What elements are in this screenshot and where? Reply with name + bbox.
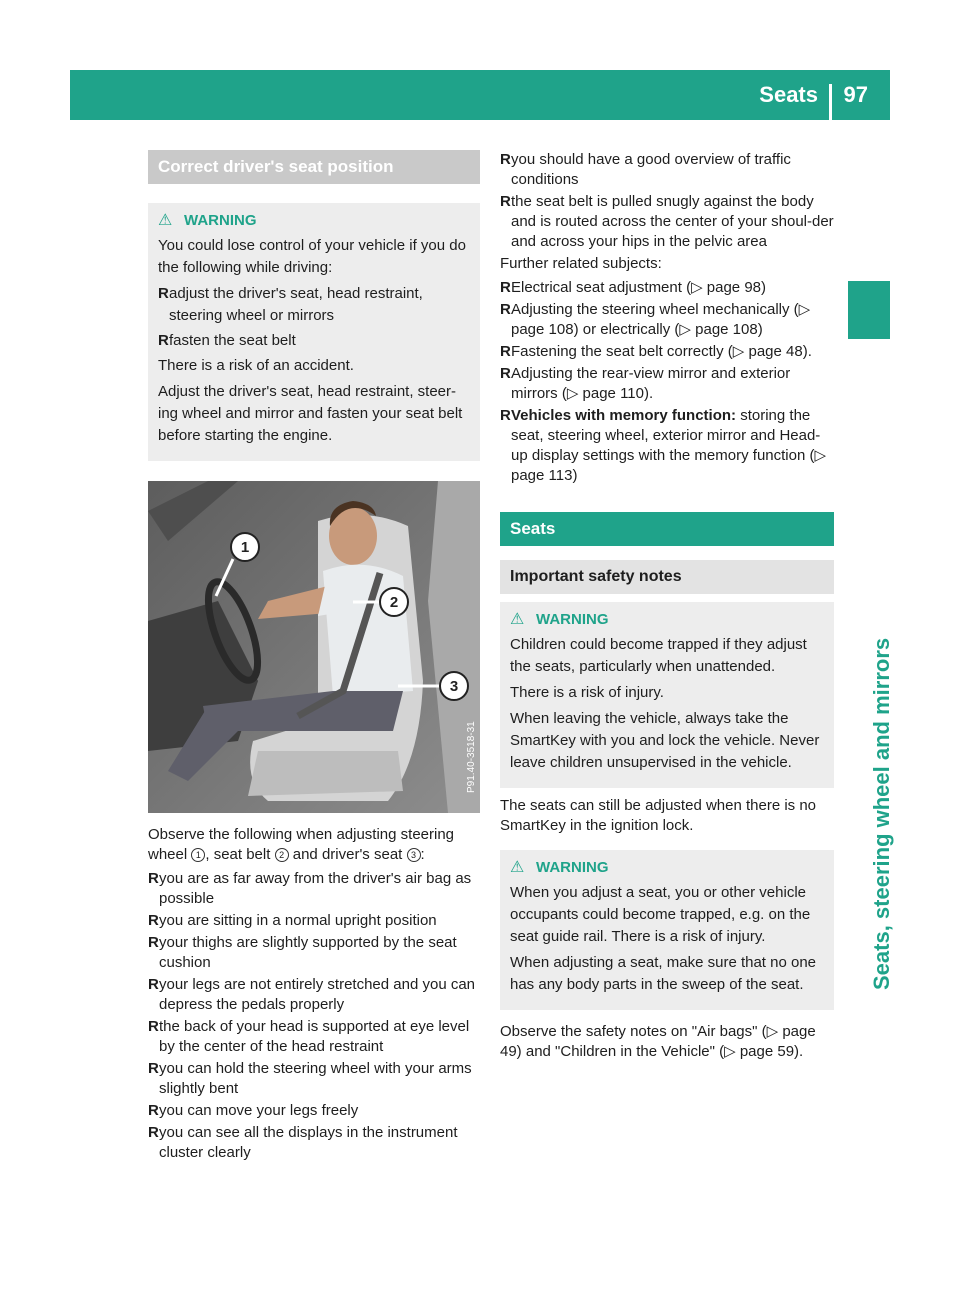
warning-label: WARNING <box>536 859 609 876</box>
arrow-right-icon: ▷ <box>798 301 811 318</box>
callout-2-label: 2 <box>389 594 399 611</box>
arrow-right-icon: ▷ <box>691 279 707 296</box>
seat-position-bullets-continued <box>500 150 834 252</box>
chapter-title: Seats <box>759 82 818 107</box>
further-subjects-label: Further related subjects: <box>500 255 662 272</box>
warning-text: When leaving the vehicle, always take the SmartKey with you and lock the vehicle. Never leave children unsupervised in the vehicle. <box>510 710 820 771</box>
page-number: 97 <box>843 82 868 107</box>
warning-text: Children could become trapped if they adjust the seats, particularly when unattended. <box>510 636 807 675</box>
warning-heading <box>510 610 824 630</box>
section-title-driver-seat: Correct driver's seat position <box>148 150 480 184</box>
list-item: R you are sitting in a normal upright position <box>148 912 437 929</box>
list-item: R you are as far away from the driver's air bag as possible <box>148 870 472 907</box>
related-item[interactable]: R Electrical seat adjustment (▷ page 98) <box>500 279 767 296</box>
list-item: R you can see all the displays in the instrument cluster clearly <box>148 1124 458 1161</box>
warning-box-driving <box>148 203 480 461</box>
warning-label: WARNING <box>536 611 609 628</box>
arrow-right-icon: ▷ <box>732 343 749 360</box>
observe-safety-notes[interactable]: Observe the safety notes on "Air bags" (▷ page 49) and "Children in the Vehicle" (▷ page 59). <box>500 1023 816 1060</box>
thumb-tab <box>848 281 890 339</box>
warning-advice: Adjust the driver's seat, head restraint, steer-ing wheel and mirror and fasten your seat belt before starting the engine. <box>158 383 463 444</box>
warning-triangle-icon: ⚠ <box>510 859 525 876</box>
seats-section-title: Seats <box>500 512 834 546</box>
warning-risk: There is a risk of an accident. <box>158 357 354 374</box>
list-item: R adjust the driver's seat, head restraint, steering wheel or mirrors <box>158 285 423 324</box>
left-column <box>148 150 480 1165</box>
warning-intro: You could lose control of your vehicle if you do the following while driving: <box>158 237 466 276</box>
related-item[interactable]: R Fastening the seat belt correctly (▷ page 48). <box>500 343 812 360</box>
related-item[interactable]: R Vehicles with memory function: storing the seat, steering wheel, exterior mirror and Head-up display settings with the memory function (▷ page 113) <box>500 407 827 484</box>
observe-paragraph: Observe the following when adjusting steering wheel 1 , seat belt 2 and driver's seat 3 : <box>148 826 455 863</box>
seat-position-bullets <box>148 869 480 1163</box>
callout-3-label: 3 <box>449 678 459 695</box>
warning-heading <box>158 211 470 231</box>
warning-bullets <box>158 283 470 352</box>
warning-triangle-icon: ⚠ <box>510 611 525 628</box>
warning-text: When you adjust a seat, you or other vehicle occupants could become trapped, e.g. on the seat guide rail. There is a risk of injury. <box>510 884 811 945</box>
header-divider <box>829 84 832 120</box>
driver-seat-illustration <box>148 481 480 813</box>
list-item: R the seat belt is pulled snugly against the body and is routed across the center of your shoul-der and across your hips in the pelvic area <box>500 193 834 250</box>
list-item: R you can hold the steering wheel with your arms slightly bent <box>148 1060 472 1097</box>
warning-text: When adjusting a seat, make sure that no one has any body parts in the sweep of the seat. <box>510 954 817 993</box>
warning-triangle-icon: ⚠ <box>158 212 173 229</box>
list-item: R your legs are not entirely stretched and you can depress the pedals properly <box>148 976 476 1013</box>
seat-figure-svg <box>148 481 480 813</box>
figure-code: P91.40-3518-31 <box>466 721 477 793</box>
warning-box-children <box>500 602 834 788</box>
list-item: R fasten the seat belt <box>158 332 296 349</box>
related-subjects-list <box>500 278 834 486</box>
warning-text: There is a risk of injury. <box>510 684 664 701</box>
side-chapter-label: Seats, steering wheel and mirrors <box>869 637 894 990</box>
safety-notes-title: Important safety notes <box>500 560 834 594</box>
callout-1-label: 1 <box>240 539 250 556</box>
list-item: R you should have a good overview of traffic conditions <box>500 151 791 188</box>
page-header-bar <box>70 70 890 120</box>
related-item[interactable]: R Adjusting the steering wheel mechanically (▷ page 108) or electrically (▷ page 108) <box>500 301 811 338</box>
list-item: R your thighs are slightly supported by the seat cushion <box>148 934 457 971</box>
warning-heading <box>510 858 824 878</box>
related-item[interactable]: R Adjusting the rear-view mirror and exterior mirrors (▷ page 110). <box>500 365 791 402</box>
arrow-right-icon: ▷ <box>566 385 583 402</box>
right-column <box>500 150 834 1066</box>
arrow-right-icon: ▷ <box>814 447 827 464</box>
smartkey-note: The seats can still be adjusted when there is no SmartKey in the ignition lock. <box>500 797 817 834</box>
list-item: R you can move your legs freely <box>148 1102 359 1119</box>
warning-box-trapped <box>500 850 834 1010</box>
list-item: R the back of your head is supported at eye level by the center of the head restraint <box>148 1018 470 1055</box>
warning-label: WARNING <box>184 212 257 229</box>
